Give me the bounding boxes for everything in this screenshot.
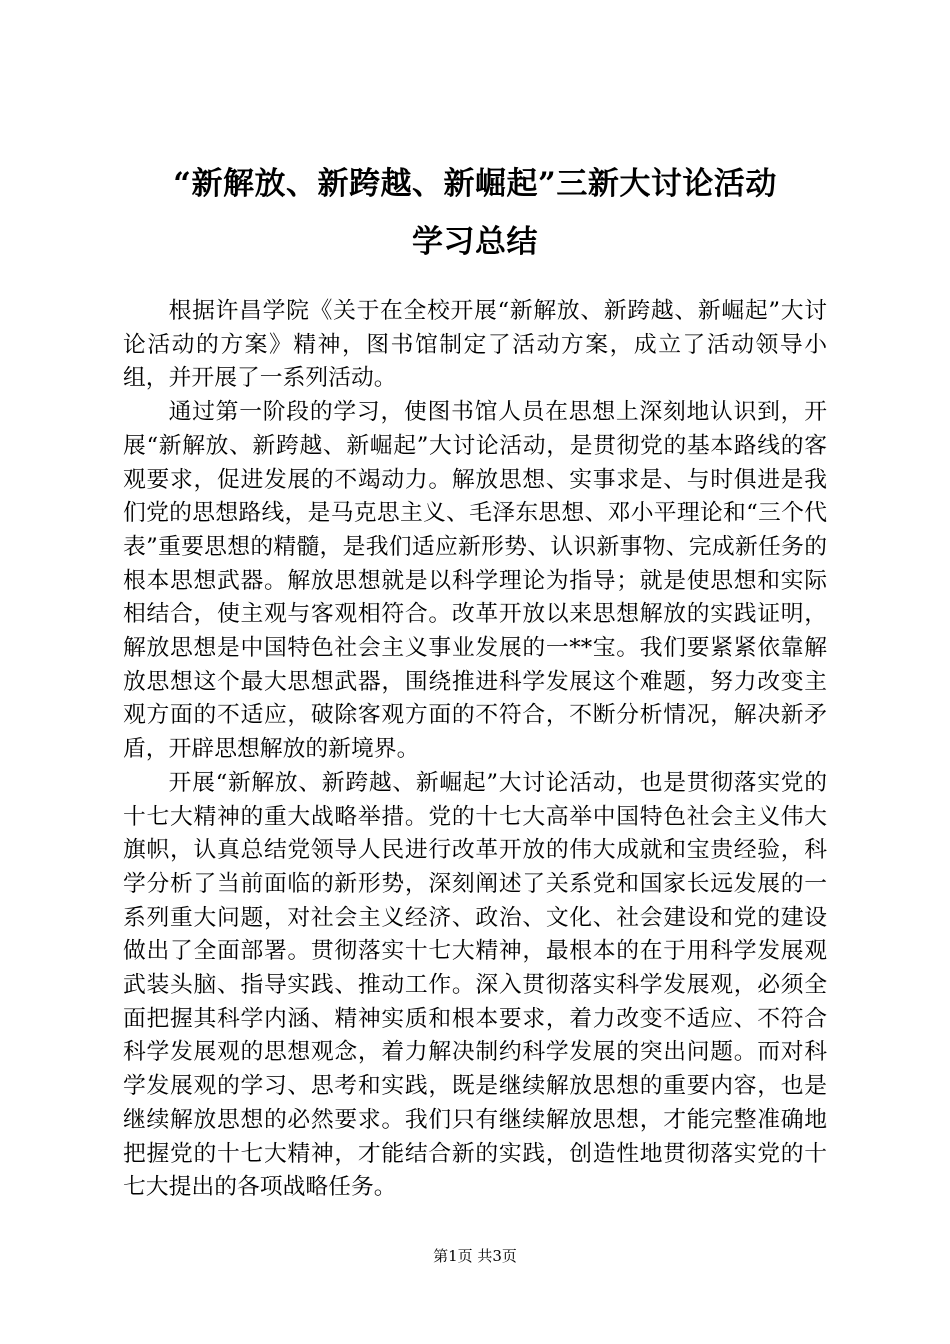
document-title-line-1: “新解放、新跨越、新崛起”三新大讨论活动: [173, 166, 777, 202]
document-body: [123, 295, 827, 1205]
paragraph-1: 根据许昌学院《关于在全校开展“新解放、新跨越、新崛起”大讨论活动的方案》精神，图书馆制定了活动方案，成立了活动领导小组，并开展了一系列活动。: [123, 298, 827, 392]
document-title-line-2: 学习总结: [412, 224, 538, 260]
paragraph-2: 通过第一阶段的学习，使图书馆人员在思想上深刻地认识到，开展“新解放、新跨越、新崛起”大讨论活动，是贯彻党的基本路线的客观要求，促进发展的不竭动力。解放思想、实事求是、与时俱进是我们党的思想路线，是马克思主义、毛泽东思想、邓小平理论和“三个代表”重要思想的精髓，是我们适应新形势、认识新事物、完成新任务的根本思想武器。解放思想就是以科学理论为指导；就是使思想和实际相结合，使主观与客观相符合。改革开放以来思想解放的实践证明，解放思想是中国特色社会主义事业发展的一**宝。我们要紧紧依靠解放思想这个最大思想武器，围绕推进科学发展这个难题，努力改变主观方面的不适应，破除客观方面的不符合，不断分析情况，解决新矛盾，开辟思想解放的新境界。: [123, 399, 827, 763]
paragraph-3: 开展“新解放、新跨越、新崛起”大讨论活动，也是贯彻落实党的十七大精神的重大战略举措。党的十七大高举中国特色社会主义伟大旗帜，认真总结党领导人民进行改革开放的伟大成就和宝贵经验，科学分析了当前面临的新形势，深刻阐述了关系党和国家长远发展的一系列重大问题，对社会主义经济、政治、文化、社会建设和党的建设做出了全面部署。贯彻落实十七大精神，最根本的在于用科学发展观武装头脑、指导实践、推动工作。深入贯彻落实科学发展观，必须全面把握其科学内涵、精神实质和根本要求，着力改变不适应、不符合科学发展观的思想观念，着力解决制约科学发展的突出问题。而对科学发展观的学习、思考和实践，既是继续解放思想的重要内容，也是继续解放思想的必然要求。我们只有继续解放思想，才能完整准确地把握党的十七大精神，才能结合新的实践，创造性地贯彻落实党的十七大提出的各项战略任务。: [123, 769, 827, 1201]
page-footer: 第1页 共3页: [433, 1247, 517, 1265]
